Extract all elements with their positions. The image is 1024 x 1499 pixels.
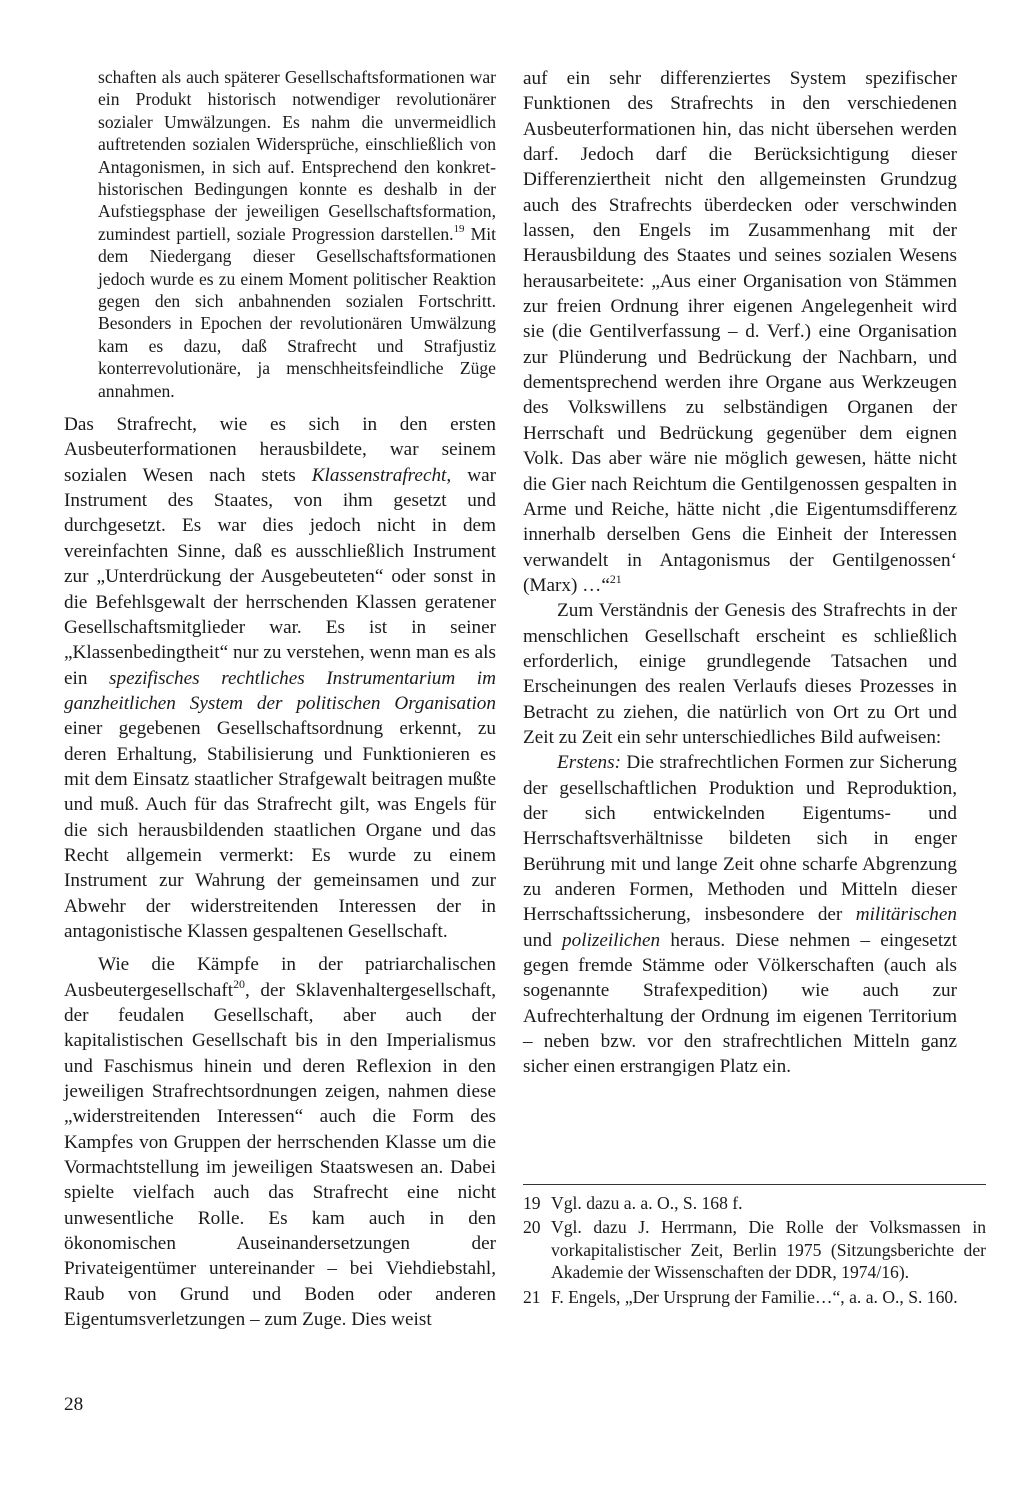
paragraph-2-text-a: Wie die Kämpfe in der patriarchalischen Ausbeutergesellschaft [64,954,496,1001]
paragraph-5 [523,750,957,1079]
paragraph-1-emphasis-2: spezifisches rechtliches Instrumentarium im ganzheitlichen System der politischen Organisation [64,667,496,714]
paragraph-1-text-a: Das Strafrecht, wie es sich in den ersten Ausbeuterformationen herausbildete, war seinem sozialen Wesen nach stets [64,414,496,486]
paragraph-1-text-c: einer gegebenen Gesellschaftsordnung erkennt, zu deren Erhaltung, Stabilisierung und Funktionieren es mit dem Einsatz staatlicher Strafgewalt beitragen mußte und muß. Auch für das Strafrecht gilt, was Engels für die sich herausbildenden staatlichen Organe und das Recht allgemein vermerkt: Es wurde zu einem Instrument zur Wahrung der gemeinsamen und zur Abwehr der widerstreitenden Interessen der in antagonistische Klassen gespaltenen Gesellschaft. [64,718,496,942]
paragraph-1 [64,412,496,944]
footnote-text: Vgl. dazu a. a. O., S. 168 f. [551,1193,743,1213]
footnotes [523,1192,986,1310]
paragraph-5-emphasis-3: polizeilichen [562,929,661,951]
footnote-ref-21: 21 [609,571,622,586]
footnote-text: Vgl. dazu J. Herrmann, Die Rolle der Volksmassen in vorkapitalistischer Zeit, Berlin 1975 (Sitzungsberichte der Akademie der Wissenschaften der DDR, 1974/16). [551,1217,986,1283]
footnote-text: F. Engels, „Der Ursprung der Familie…“, a. a. O., S. 160. [551,1286,958,1307]
footnote-19 [523,1192,986,1214]
left-column [64,66,496,1332]
footnote-ref-20: 20 [233,976,245,991]
footnote-divider [523,1184,986,1185]
quote-text-cont: Mit dem Niedergang dieser Gesellschaftsformationen jedoch wurde es zu einem Moment politischer Reaktion gegen den sich anbahnenden sozialen Fortschritt. Besonders in Epochen der revolutionären Umwälzung kam es dazu, daß Strafrecht und Strafjustiz konterrevolutionäre, ja menschheitsfeindliche Züge annahmen. [98,223,496,401]
quote-text: schaften als auch späterer Gesellschaftsformationen war ein Produkt historisch notwendiger revolutionärer sozialer Umwälzungen. Es nahm die unvermeidlich auftretenden sozialen Widersprüche, einschließlich von Antagonismen, in sich auf. Entsprechend den konkret-historischen Bedingungen konnte es deshalb in der Aufstiegsphase der jeweiligen Gesellschaftsformation, zumindest partiell, soziale Progression darstellen. [98,67,496,244]
paragraph-5-emphasis-1: Erstens: [557,752,621,774]
paragraph-3 [523,66,957,598]
paragraph-1-text-b: war Instrument des Staates, von ihm gesetzt und durchgesetzt. Es war dies jedoch nicht in dem vereinfachten Sinne, daß es ausschließlich Instrument zur „Unterdrückung der Ausgebeuteten“ oder sonst in die Befehlsgewalt der herrschenden Klassen geratener Gesellschaftsmitglieder war. Es ist in seiner „Klassenbedingtheit“ nur zu verstehen, wenn man es als ein [64,464,496,689]
right-column [523,66,957,1080]
paragraph-2-text-b: , der Sklavenhaltergesellschaft, der feudalen Gesellschaft, aber auch der kapitalistischen Gesellschaft bis in den Imperialismus und Faschismus hinein und deren Reflexion in den jeweiligen Strafrechtsordnungen zeigen, nahmen diese „widerstreitenden Interessen“ auch die Form des Kampfes von Gruppen der herrschenden Klasse um die Vormachtstellung im jeweiligen Staatswesen an. Dabei spielte vielfach auch das Strafrecht eine nicht unwesentliche Rolle. Es kam auch in den ökonomischen Auseinandersetzungen der Privateigentümer untereinander – bei Viehdiebstahl, Raub von Grund und Boden oder anderen Eigentumsverletzungen – zum Zuge. Dies weist [64,979,496,1331]
page-number: 28 [64,1394,84,1415]
paragraph-5-text-a: Die strafrechtlichen Formen zur Sicherung der gesellschaftlichen Produktion und Reproduktion, der sich entwickelnden Eigentums- und Herrschaftsverhältnisse bildeten sich in enger Berührung mit und lange Zeit ohne scharfe Abgrenzung zu anderen Formen, Methoden und Mitteln dieser Herrschaftssicherung, insbesondere der [523,752,957,926]
paragraph-2 [64,952,496,1332]
paragraph-4: Zum Verständnis der Genesis des Strafrechts in der menschlichen Gesellschaft erscheint es schließlich erforderlich, einige grundlegende Tatsachen und Erscheinungen des realen Verlaufs dieses Prozesses in Betracht zu ziehen, die natürlich von Ort zu Ort und Zeit zu Zeit ein sehr unterschiedliches Bild aufweisen: [523,600,957,748]
footnote-21 [523,1286,986,1308]
paragraph-5-text-c: heraus. Diese nehmen – eingesetzt gegen fremde Stämme oder Völkerschaften (auch als sogenannte Strafexpedition) wie auch zur Aufrechterhaltung der Ordnung im eigenen Territorium – neben bzw. vor den strafrechtlichen Mitteln ganz sicher einen erstrangigen Platz ein. [523,929,958,1078]
footnote-ref-19: 19 [453,223,465,236]
paragraph-1-emphasis-1: Klassenstrafrecht, [311,464,452,486]
indented-quote [98,66,496,402]
footnote-number: 20 [523,1217,541,1238]
paragraph-5-emphasis-2: militärischen [855,904,957,926]
paragraph-3-text: auf ein sehr differenziertes System spezifischer Funktionen des Strafrechts in den verschiedenen Ausbeuterformationen hin, das nicht übersehen werden darf. Jedoch darf die Berücksichtigung dieser Differenziertheit nicht den allgemeinsten Grundzug auch des Strafrechts überdecken oder verschwinden lassen, den Engels im Zusammenhang mit der Herausbildung des Staates und seines sozialen Wesens herausarbeitete: „Aus einer Organisation von Stämmen zur freien Ordnung ihrer eigenen Angelegenheit wird sie (die Gentilverfassung – d. Verf.) eine Organisation zur Plünderung und Bedrückung der Nachbarn, und dementsprechend werden ihre Organe aus Werkzeugen des Volkswillens zu selbständigen Organen der Herrschaft und Bedrückung gegenüber dem eignen Volk. Das aber wäre nie möglich gewesen, hätte nicht die Gier nach Reichtum die Gentilgenossen gespalten in Arme und Reiche, hätte nicht ‚die Eigentumsdifferenz innerhalb derselben Gens die Einheit der Interessen verwandelt in Antagonismus der Gentilgenossen‘ (Marx) …“ [523,68,957,596]
footnote-20 [523,1216,986,1283]
footnote-number: 19 [523,1193,541,1213]
paragraph-5-text-b: und [523,929,563,951]
footnote-number: 21 [523,1286,541,1307]
